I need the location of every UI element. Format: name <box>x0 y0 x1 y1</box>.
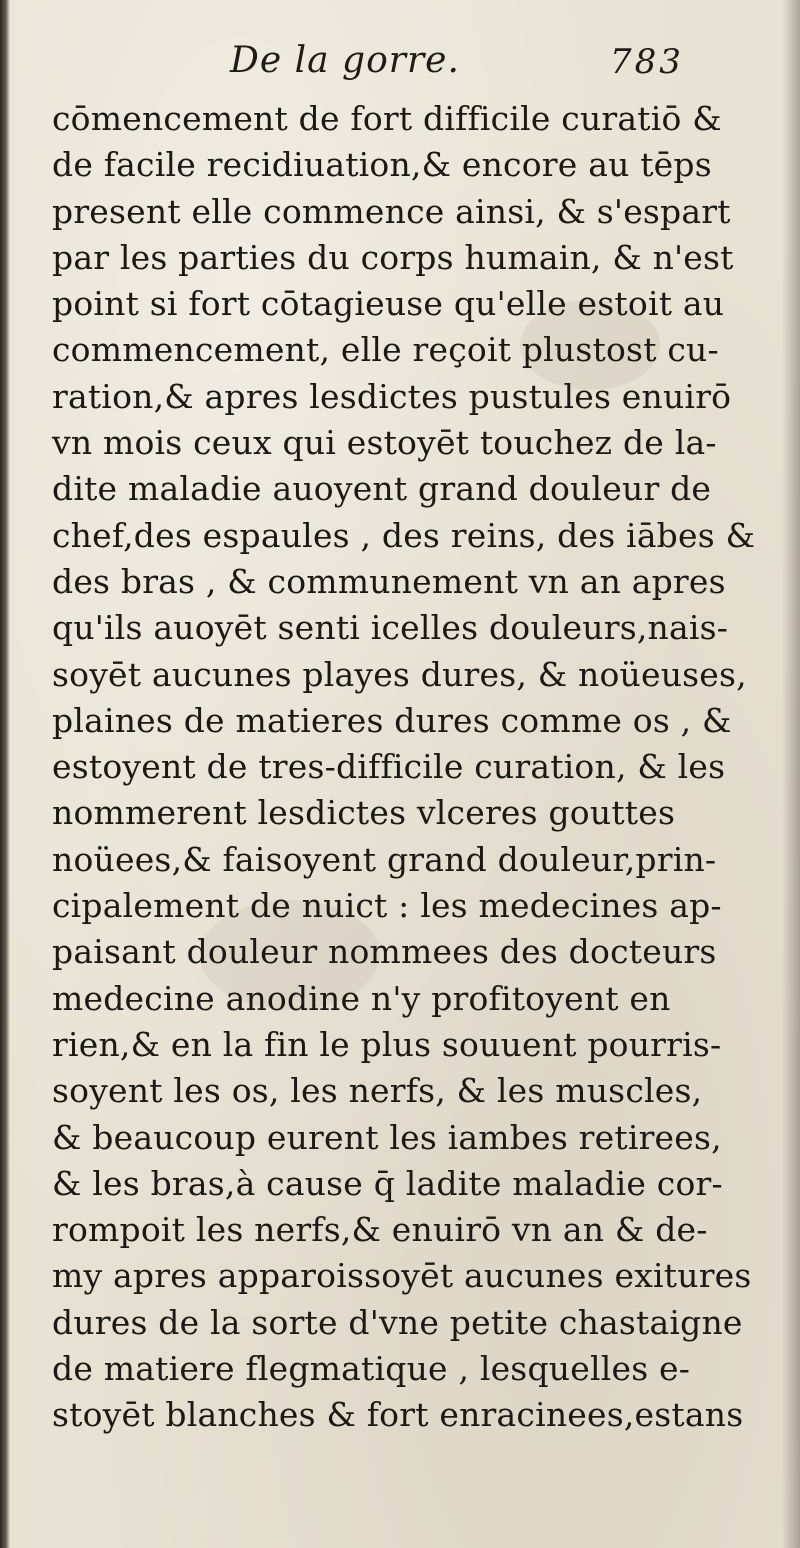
text-line: des bras , & communement vn an apres <box>52 561 726 601</box>
text-line: nommerent lesdictes vlceres gouttes <box>52 793 676 833</box>
text-line: ration,& apres lesdictes pustules enuirō <box>52 376 732 416</box>
text-line: paisant douleur nommees des docteurs <box>52 932 717 972</box>
text-line: cipalement de nuict : les medecines ap- <box>52 886 722 926</box>
page-binding-shadow <box>0 0 10 1548</box>
page-header <box>210 40 770 94</box>
text-line: & beaucoup eurent les iambes retirees, <box>52 1117 722 1157</box>
text-line: noüees,& faisoyent grand douleur,prin- <box>52 839 717 879</box>
text-line: estoyent de tres-difficile curation, & les <box>52 747 726 787</box>
page-edge-shadow <box>782 0 800 1548</box>
text-line: rompoit les nerfs,& enuirō vn an & de- <box>52 1210 708 1250</box>
text-line: cōmencement de fort difficile curatiō & <box>52 99 722 138</box>
text-line: rien,& en la fin le plus souuent pourris- <box>52 1024 722 1064</box>
text-line: qu'ils auoyēt senti icelles douleurs,nais- <box>52 608 729 648</box>
text-line: dures de la sorte d'vne petite chastaigne <box>52 1302 743 1342</box>
page-number: 783 <box>610 42 684 82</box>
body-text <box>52 96 774 1439</box>
text-line: dite maladie auoyent grand douleur de <box>52 469 712 509</box>
text-line: vn mois ceux qui estoyēt touchez de la- <box>52 423 717 463</box>
text-line: de facile recidiuation,& encore au tēps <box>52 145 712 185</box>
text-line: chef,des espaules , des reins, des iābes & <box>52 515 756 555</box>
text-line: soyent les os, les nerfs, & les muscles, <box>52 1071 703 1111</box>
text-line: soyēt aucunes playes dures, & noüeuses, <box>52 654 747 694</box>
text-line: present elle commence ainsi, & s'espart <box>52 191 731 231</box>
text-line: stoyēt blanches & fort enracinees,estans <box>52 1395 744 1435</box>
text-line: par les parties du corps humain, & n'est <box>52 237 734 277</box>
text-line: commencement, elle reçoit plustost cu- <box>52 330 719 370</box>
text-line: & les bras,à cause q̄ ladite maladie cor- <box>52 1163 723 1203</box>
text-line: medecine anodine n'y profitoyent en <box>52 978 671 1018</box>
text-line: point si fort cōtagieuse qu'elle estoit au <box>52 284 725 324</box>
running-title: De la gorre. <box>230 40 460 81</box>
text-line: plaines de matieres dures comme os , & <box>52 700 732 740</box>
text-line: de matiere flegmatique , lesquelles e- <box>52 1349 691 1389</box>
text-line: my apres apparoissoyēt aucunes exitures <box>52 1256 752 1296</box>
